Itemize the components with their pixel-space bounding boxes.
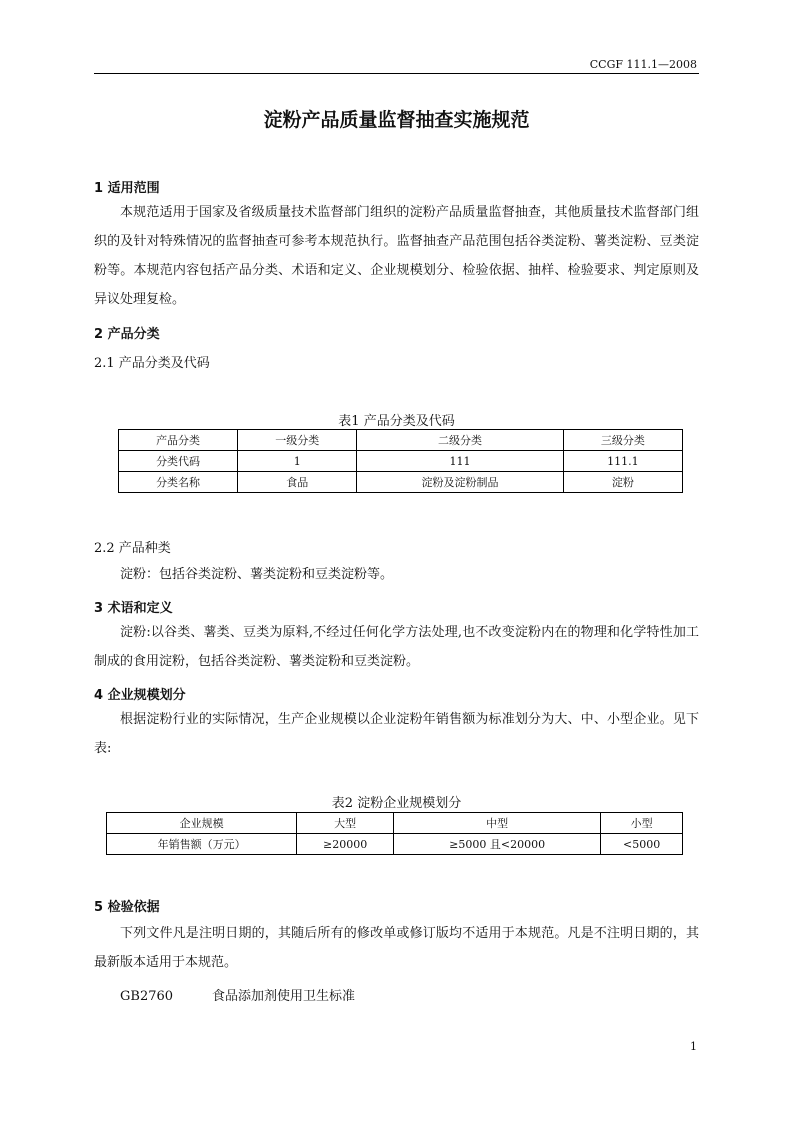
section-1-heading: 1 适用范围 [94, 181, 160, 196]
section-5-body [94, 919, 699, 977]
table-cell: ≥5000 且<20000 [394, 834, 601, 855]
table-row [119, 430, 683, 451]
table-row [119, 451, 683, 472]
standard-name: 食品添加剂使用卫生标准 [212, 989, 356, 1004]
table-row [107, 813, 683, 834]
table-row [107, 834, 683, 855]
table-cell: 分类代码 [119, 451, 238, 472]
table-cell: 中型 [394, 813, 601, 834]
section-1-paragraph: 本规范适用于国家及省级质量技术监督部门组织的淀粉产品质量监督抽查，其他质量技术监督部门组织的及针对特殊情况的监督抽查可参考本规范执行。监督抽查产品范围包括谷类淀粉、薯类淀粉、豆类淀粉等。本规范内容包括产品分类、术语和定义、企业规模划分、检验依据、抽样、检验要求、判定原则及异议处理复检。 [94, 205, 699, 307]
table-cell: 淀粉及淀粉制品 [357, 472, 564, 493]
header-rule [94, 73, 699, 74]
normative-reference-entry [94, 985, 699, 1004]
table-row [119, 472, 683, 493]
page-number: 1 [690, 1040, 697, 1053]
page-title: 淀粉产品质量监督抽查实施规范 [263, 109, 530, 131]
section-2-2-heading: 2.2 产品种类 [94, 541, 171, 556]
table-cell: 淀粉 [563, 472, 682, 493]
table-1-caption: 表1 产品分类及代码 [338, 414, 455, 429]
table-1-product-classification [118, 429, 683, 493]
section-4-body [94, 705, 699, 763]
table-cell: 111 [357, 451, 564, 472]
table-2-enterprise-scale [106, 812, 683, 855]
section-5-paragraph: 下列文件凡是注明日期的，其随后所有的修改单或修订版均不适用于本规范。凡是不注明日期的，其最新版本适用于本规范。 [94, 926, 699, 970]
table-cell: 一级分类 [238, 430, 357, 451]
section-2-1-heading: 2.1 产品分类及代码 [94, 356, 210, 371]
section-2-2-body [94, 560, 699, 589]
header-standard-code: CCGF 111.1—2008 [589, 58, 697, 71]
table-2-caption: 表2 淀粉企业规模划分 [331, 796, 462, 811]
table-cell: 分类名称 [119, 472, 238, 493]
table-cell: 年销售额（万元） [107, 834, 297, 855]
table-cell: 111.1 [563, 451, 682, 472]
table-cell: ≥20000 [297, 834, 394, 855]
section-3-paragraph: 淀粉:以谷类、薯类、豆类为原料,不经过任何化学方法处理,也不改变淀粉内在的物理和化学特性加工制成的食用淀粉，包括谷类淀粉、薯类淀粉和豆类淀粉。 [94, 625, 699, 669]
section-5-heading: 5 检验依据 [94, 900, 160, 915]
section-1-body [94, 198, 699, 314]
table-cell: <5000 [601, 834, 683, 855]
table-cell: 三级分类 [563, 430, 682, 451]
table-cell: 二级分类 [357, 430, 564, 451]
table-cell: 1 [238, 451, 357, 472]
section-3-body [94, 618, 699, 676]
table-cell: 大型 [297, 813, 394, 834]
table-cell: 产品分类 [119, 430, 238, 451]
section-4-heading: 4 企业规模划分 [94, 688, 186, 703]
table-cell: 小型 [601, 813, 683, 834]
table-cell: 食品 [238, 472, 357, 493]
standard-code: GB2760 [120, 989, 174, 1004]
section-2-2-paragraph: 淀粉：包括谷类淀粉、薯类淀粉和豆类淀粉等。 [120, 567, 394, 582]
table-cell: 企业规模 [107, 813, 297, 834]
section-3-heading: 3 术语和定义 [94, 601, 173, 616]
section-4-paragraph: 根据淀粉行业的实际情况，生产企业规模以企业淀粉年销售额为标准划分为大、中、小型企业。见下表: [94, 712, 699, 756]
section-2-heading: 2 产品分类 [94, 327, 160, 342]
